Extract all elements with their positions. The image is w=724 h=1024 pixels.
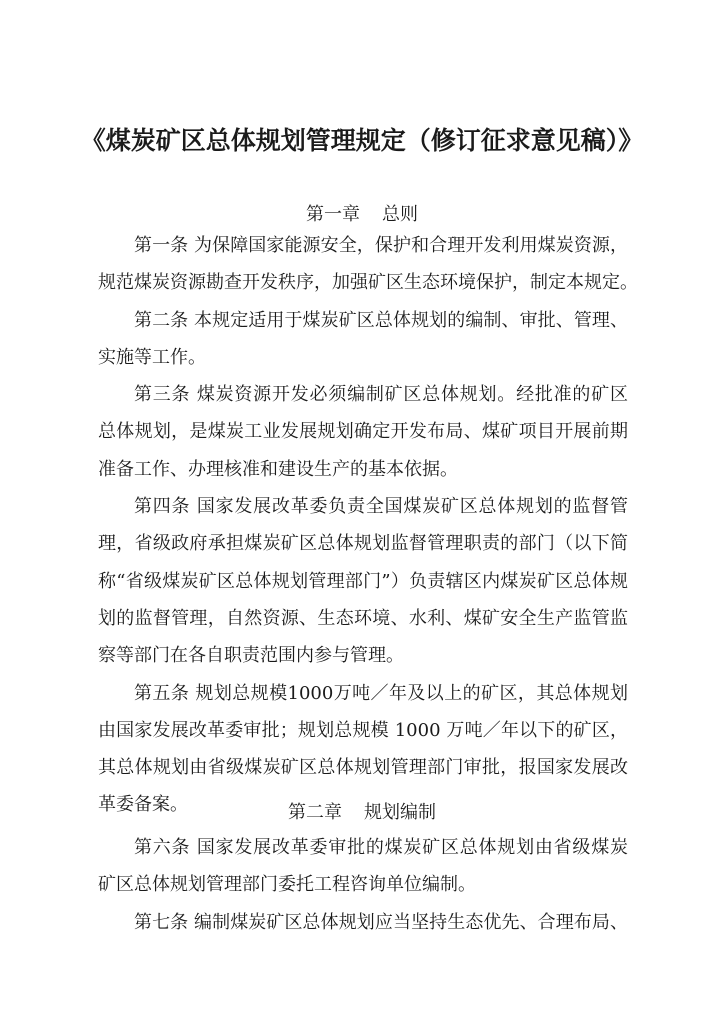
text-line: 察等部门在各自职责范围内参与管理。 (98, 645, 404, 667)
text-line: 由国家发展改革委审批；规划总规模 1000 万吨／年以下的矿区， (98, 719, 628, 741)
chapter-number: 第一章 (306, 204, 360, 225)
text-line: 称“省级煤炭矿区总体规划管理部门”）负责辖区内煤炭矿区总体规 (98, 570, 628, 592)
chapter-heading-1 (0, 202, 724, 228)
text-line: 第六条 国家发展改革委审批的煤炭矿区总体规划由省级煤炭 (134, 837, 628, 858)
text-line: 矿区总体规划管理部门委托工程咨询单位编制。 (98, 874, 476, 896)
body-text-block-2 (98, 829, 628, 941)
chapter-name: 规划编制 (364, 802, 436, 823)
chapter-heading-2 (0, 800, 724, 826)
text-line: 理，省级政府承担煤炭矿区总体规划监督管理职责的部门（以下简 (98, 533, 628, 555)
text-line: 实施等工作。 (98, 346, 206, 368)
text-line: 规范煤炭资源勘查开发秩序，加强矿区生态环境保护，制定本规定。 (98, 272, 638, 294)
body-text-block-1 (98, 227, 638, 824)
text-line: 其总体规划由省级煤炭矿区总体规划管理部门审批，报国家发展改 (98, 757, 628, 779)
text-line: 第七条 编制煤炭矿区总体规划应当坚持生态优先、合理布局、 (134, 911, 628, 933)
chapter-number: 第二章 (288, 802, 342, 823)
text-line: 准备工作、办理核准和建设生产的基本依据。 (98, 458, 458, 480)
chapter-name: 总则 (382, 204, 418, 225)
text-line: 第五条 规划总规模1000万吨／年及以上的矿区，其总体规划 (134, 682, 628, 704)
text-line: 总体规划，是煤炭工业发展规划确定开发布局、煤矿项目开展前期 (98, 421, 628, 443)
text-line: 第二条 本规定适用于煤炭矿区总体规划的编制、审批、管理、 (134, 309, 628, 331)
text-line: 革委备案。 (98, 794, 188, 816)
text-line: 第一条 为保障国家能源安全，保护和合理开发利用煤炭资源， (134, 235, 628, 256)
text-line: 第三条 煤炭资源开发必须编制矿区总体规划。经批准的矿区 (134, 384, 628, 406)
text-line: 划的监督管理，自然资源、生态环境、水利、煤矿安全生产监管监 (98, 607, 628, 629)
text-line: 第四条 国家发展改革委负责全国煤炭矿区总体规划的监督管 (134, 496, 628, 518)
document-title: 《煤炭矿区总体规划管理规定（修订征求意见稿）》 (80, 126, 644, 155)
